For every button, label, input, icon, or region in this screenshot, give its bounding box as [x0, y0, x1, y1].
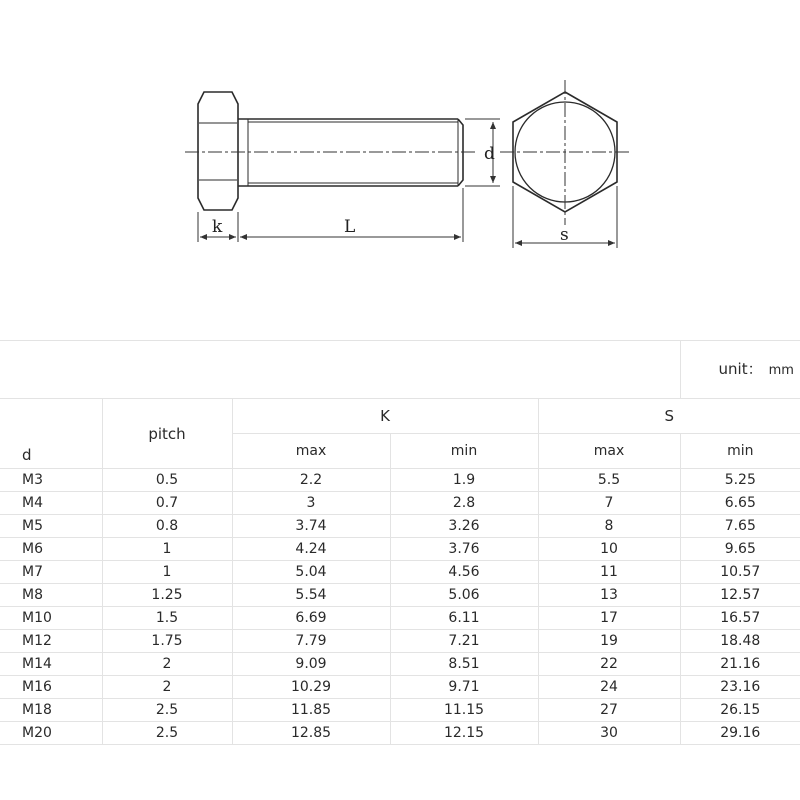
cell-k-min: 2.8: [390, 492, 538, 515]
cell-d: M10: [0, 607, 102, 630]
header-s-group: S: [538, 399, 800, 434]
cell-pitch: 1: [102, 538, 232, 561]
cell-d: M7: [0, 561, 102, 584]
cell-s-min: 16.57: [680, 607, 800, 630]
cell-s-min: 6.65: [680, 492, 800, 515]
hex-bolt-drawing: [0, 0, 800, 320]
cell-pitch: 0.5: [102, 469, 232, 492]
cell-s-max: 17: [538, 607, 680, 630]
cell-d: M3: [0, 469, 102, 492]
cell-k-max: 12.85: [232, 722, 390, 745]
cell-k-min: 5.06: [390, 584, 538, 607]
cell-d: M8: [0, 584, 102, 607]
cell-pitch: 2.5: [102, 722, 232, 745]
dimension-s-label: s: [560, 225, 569, 245]
cell-k-max: 11.85: [232, 699, 390, 722]
cell-k-max: 2.2: [232, 469, 390, 492]
table-row: [0, 492, 800, 515]
cell-s-max: 11: [538, 561, 680, 584]
cell-k-max: 3: [232, 492, 390, 515]
table-row: [0, 699, 800, 722]
cell-k-min: 9.71: [390, 676, 538, 699]
cell-pitch: 1: [102, 561, 232, 584]
cell-pitch: 1.25: [102, 584, 232, 607]
cell-d: M5: [0, 515, 102, 538]
cell-pitch: 1.5: [102, 607, 232, 630]
table-row: [0, 538, 800, 561]
cell-k-max: 3.74: [232, 515, 390, 538]
cell-s-max: 13: [538, 584, 680, 607]
cell-s-max: 19: [538, 630, 680, 653]
cell-s-min: 29.16: [680, 722, 800, 745]
cell-k-min: 8.51: [390, 653, 538, 676]
cell-s-min: 12.57: [680, 584, 800, 607]
header-pitch: [102, 399, 232, 469]
header-k-min: min: [390, 434, 538, 469]
unit-cell: [680, 341, 800, 399]
cell-k-min: 11.15: [390, 699, 538, 722]
dimension-table: [0, 340, 800, 745]
cell-k-min: 6.11: [390, 607, 538, 630]
cell-s-min: 18.48: [680, 630, 800, 653]
cell-k-min: 7.21: [390, 630, 538, 653]
unit-spacer: [0, 341, 680, 399]
cell-s-min: 5.25: [680, 469, 800, 492]
cell-s-max: 24: [538, 676, 680, 699]
cell-s-min: 21.16: [680, 653, 800, 676]
cell-d: M12: [0, 630, 102, 653]
cell-k-max: 9.09: [232, 653, 390, 676]
dimension-L-label: L: [344, 217, 356, 237]
dimension-k-label: k: [212, 217, 223, 237]
cell-s-min: 10.57: [680, 561, 800, 584]
header-k-group: K: [232, 399, 538, 434]
cell-d: M14: [0, 653, 102, 676]
cell-k-max: 6.69: [232, 607, 390, 630]
dimension-table-wrap: [0, 340, 800, 750]
table-body: [0, 469, 800, 745]
cell-pitch: 0.8: [102, 515, 232, 538]
cell-k-min: 1.9: [390, 469, 538, 492]
cell-k-max: 7.79: [232, 630, 390, 653]
cell-s-max: 8: [538, 515, 680, 538]
cell-pitch: 1.75: [102, 630, 232, 653]
cell-k-min: 3.26: [390, 515, 538, 538]
header-pitch-label: pitch: [148, 424, 186, 443]
table-row: [0, 469, 800, 492]
cell-pitch: 2: [102, 676, 232, 699]
cell-s-max: 27: [538, 699, 680, 722]
cell-pitch: 2.5: [102, 699, 232, 722]
cell-k-max: 5.54: [232, 584, 390, 607]
unit-label: unit：: [718, 359, 763, 378]
table-row: [0, 584, 800, 607]
cell-k-max: 5.04: [232, 561, 390, 584]
table-row: [0, 630, 800, 653]
cell-k-min: 4.56: [390, 561, 538, 584]
unit-value: mm: [768, 362, 794, 378]
cell-s-min: 26.15: [680, 699, 800, 722]
cell-d: M6: [0, 538, 102, 561]
cell-s-max: 30: [538, 722, 680, 745]
cell-s-max: 10: [538, 538, 680, 561]
cell-d: M4: [0, 492, 102, 515]
cell-pitch: 0.7: [102, 492, 232, 515]
header-s-min: min: [680, 434, 800, 469]
header-k-max: max: [232, 434, 390, 469]
cell-pitch: 2: [102, 653, 232, 676]
header-row-groups: [0, 399, 800, 434]
cell-s-max: 22: [538, 653, 680, 676]
cell-s-min: 9.65: [680, 538, 800, 561]
table-row: [0, 653, 800, 676]
header-d-label: d: [22, 446, 32, 464]
cell-d: M20: [0, 722, 102, 745]
cell-s-max: 7: [538, 492, 680, 515]
cell-s-min: 23.16: [680, 676, 800, 699]
cell-d: M16: [0, 676, 102, 699]
dimension-d-label: d: [484, 144, 495, 164]
cell-s-max: 5.5: [538, 469, 680, 492]
header-d: [0, 399, 102, 469]
cell-k-max: 10.29: [232, 676, 390, 699]
unit-row: [0, 341, 800, 399]
cell-k-min: 12.15: [390, 722, 538, 745]
cell-d: M18: [0, 699, 102, 722]
table-row: [0, 676, 800, 699]
cell-s-min: 7.65: [680, 515, 800, 538]
table-row: [0, 515, 800, 538]
cell-k-min: 3.76: [390, 538, 538, 561]
table-row: [0, 607, 800, 630]
bolt-side-view: [198, 92, 463, 210]
table-row: [0, 722, 800, 745]
cell-k-max: 4.24: [232, 538, 390, 561]
header-s-max: max: [538, 434, 680, 469]
table-row: [0, 561, 800, 584]
